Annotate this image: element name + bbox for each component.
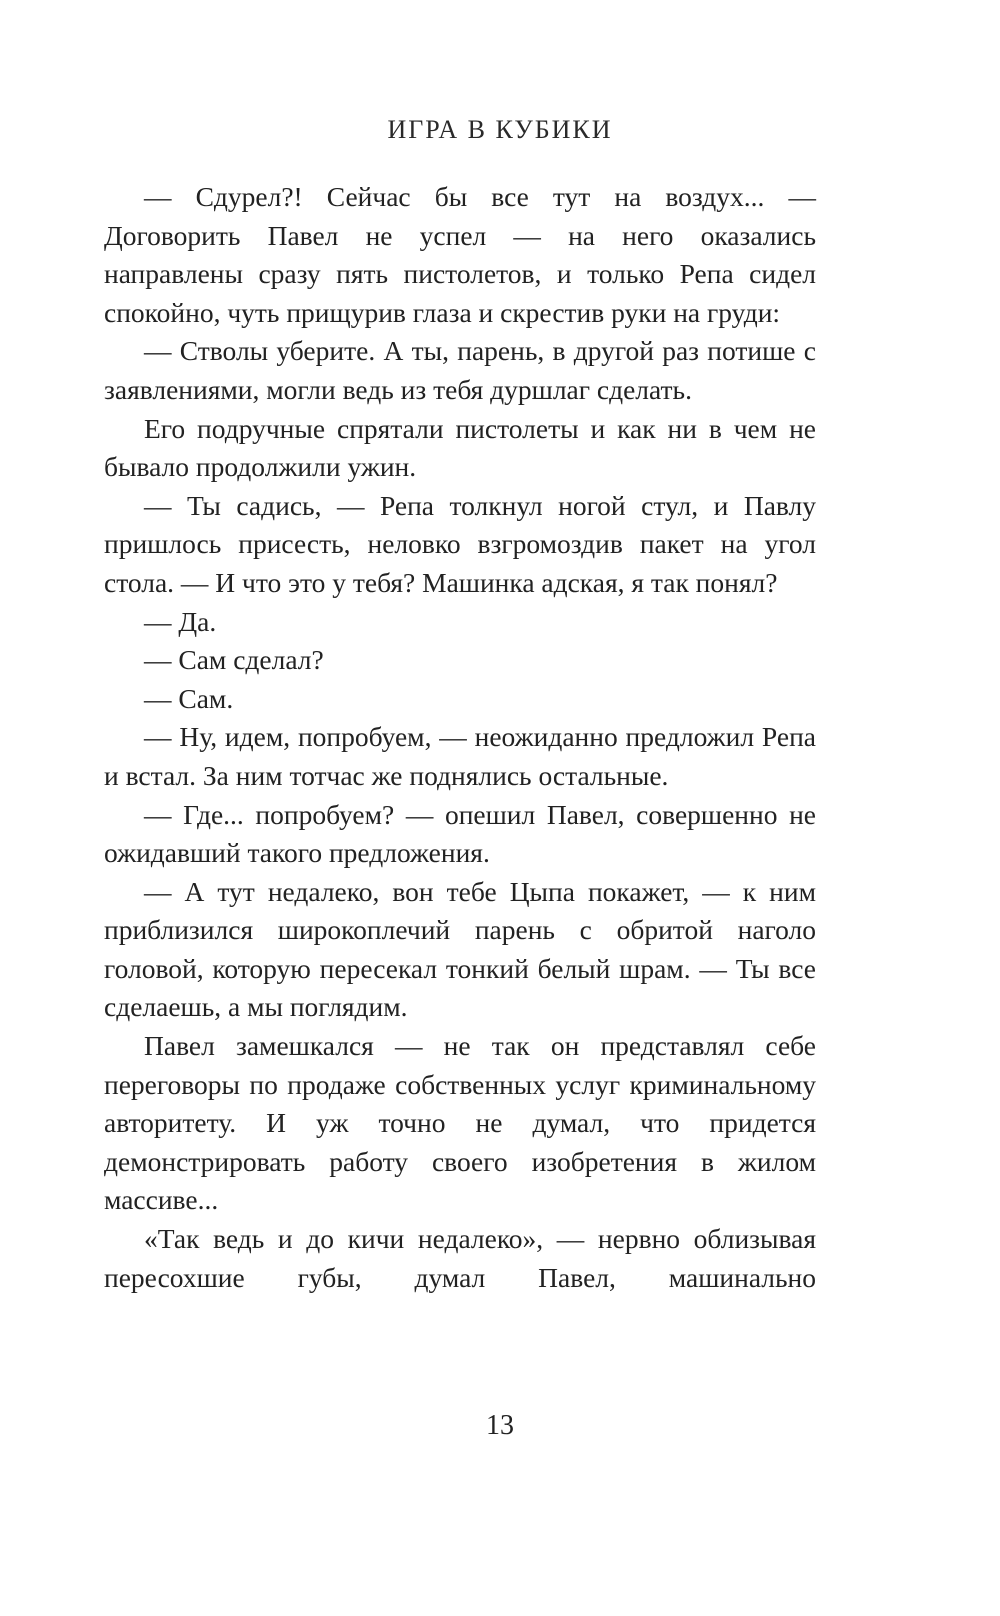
paragraph: — Сам. bbox=[144, 682, 234, 714]
page-number: 13 bbox=[486, 1410, 514, 1441]
body-text bbox=[104, 178, 816, 1297]
paragraph: Его подручные спрятали пистолеты и как ни в чем не бывало продолжили ужин. bbox=[104, 412, 816, 483]
paragraph: — Ну, идем, попробуем, — неожиданно предложил Репа и встал. За ним тотчас же поднялись остальные. bbox=[104, 721, 816, 791]
running-head-title: ИГРА В КУБИКИ bbox=[387, 115, 613, 144]
paragraph: — Сдурел?! Сейчас бы все тут на воздух... — Договорить Павел не успел — на него оказались направлены сразу пять пистолетов, и только Репа сидел спокойно, чуть прищурив глаза и скрестив руки на груди: bbox=[104, 181, 816, 328]
paragraph: — Стволы уберите. А ты, парень, в другой раз потише с заявлениями, могли ведь из тебя дуршлаг сделать. bbox=[104, 335, 816, 405]
paragraph: — Да. bbox=[144, 605, 217, 637]
paragraph: — Сам сделал? bbox=[144, 644, 324, 676]
paragraph: — Где... попробуем? — опешил Павел, совершенно не ожидавший такого предложения. bbox=[104, 798, 816, 869]
paragraph-continued: «Так ведь и до кичи недалеко», — нервно облизывая пересохшие губы, думал Павел, машинально bbox=[104, 1223, 816, 1293]
paragraph: — А тут недалеко, вон тебе Цыпа покажет, — к ним приблизился широкоплечий парень с обритой наголо головой, которую пересекал тонкий белый шрам. — Ты все сделаешь, а мы поглядим. bbox=[104, 875, 816, 1023]
paragraph: Павел замешкался — не так он представлял себе переговоры по продаже собственных услуг криминальному авторитету. И уж точно не думал, что придется демонстрировать работу своего изобретения в жилом массиве... bbox=[104, 1030, 816, 1216]
paragraph: — Ты садись, — Репа толкнул ногой стул, и Павлу пришлось присесть, неловко взгромоздив пакет на угол стола. — И что это у тебя? Машинка адская, я так понял? bbox=[104, 489, 816, 598]
